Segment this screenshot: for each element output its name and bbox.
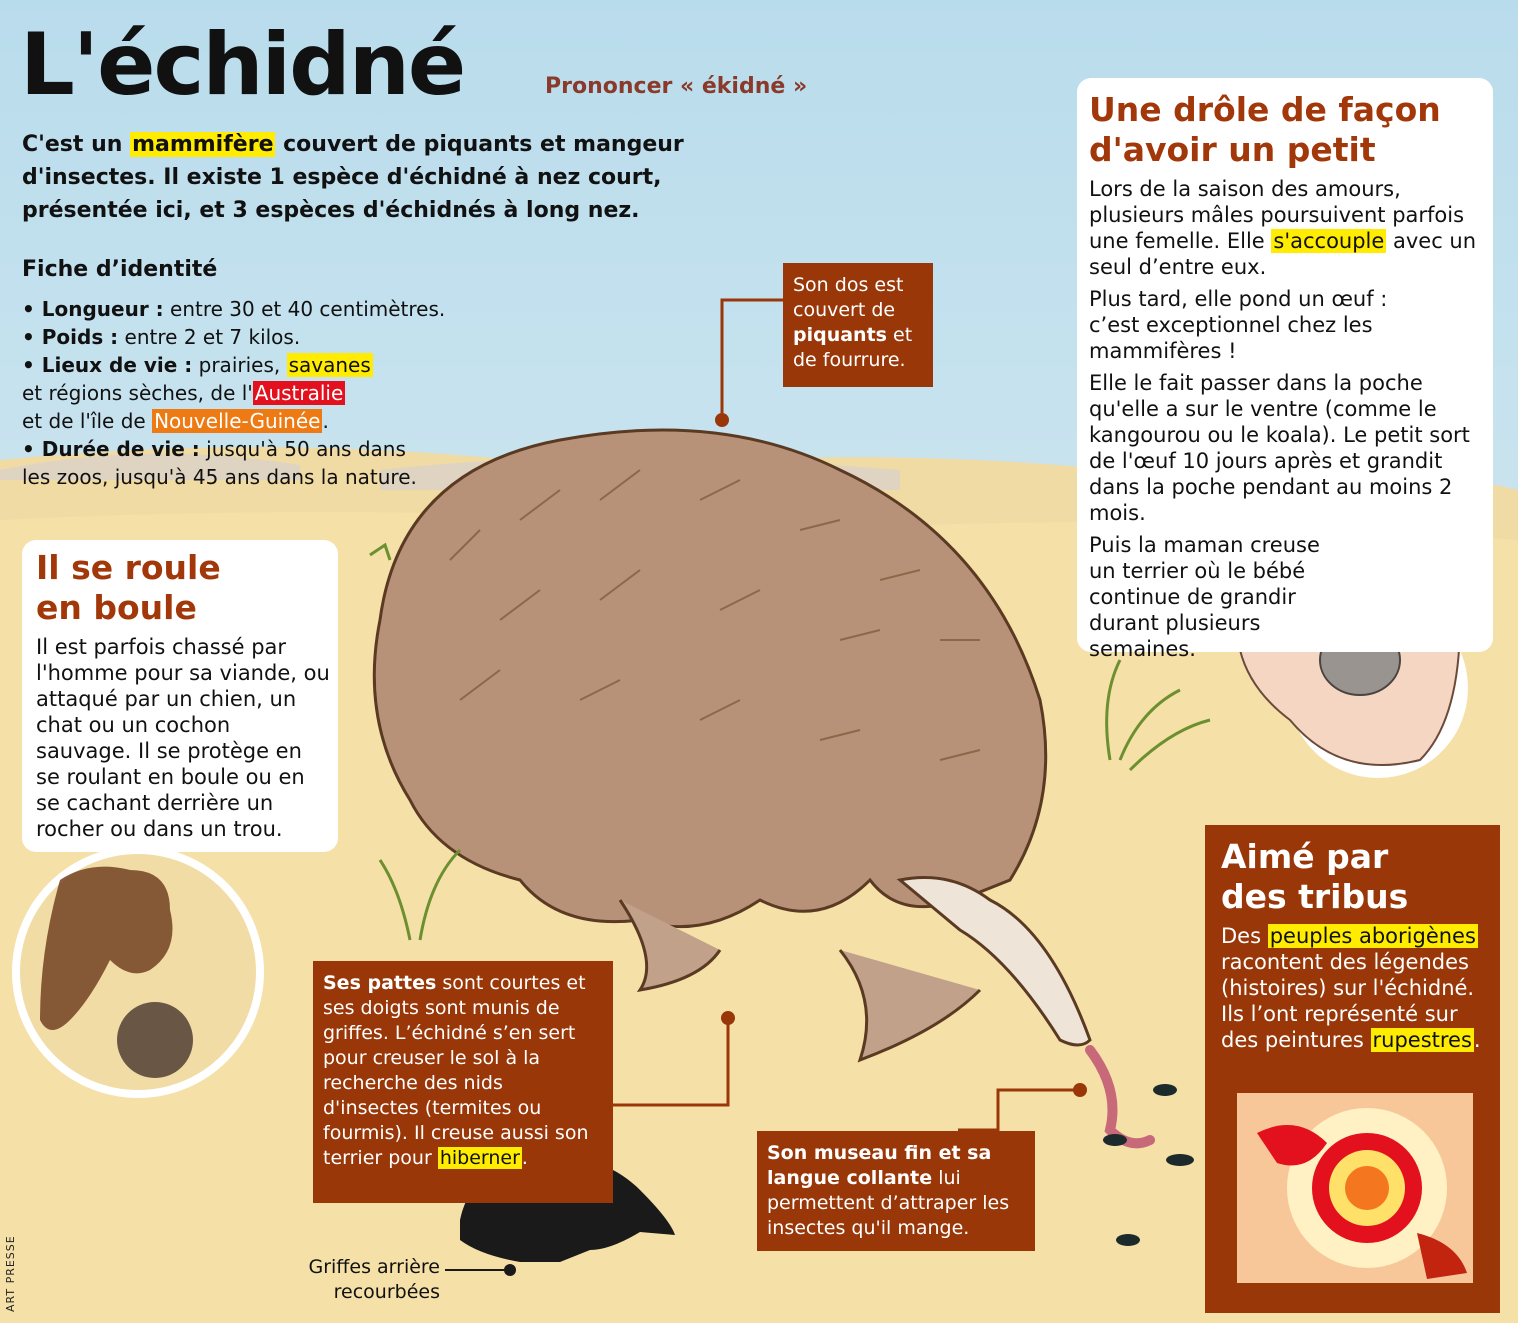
fiche-lieux-value-1: prairies, [192,353,287,377]
roule-box [22,540,338,852]
tribus-box [1205,825,1500,1313]
fiche-poids-label: • Poids : [22,325,119,349]
petit-p1-end: avec un seul d’entre eux. [1089,229,1477,279]
museau-text: lui permettent d’attraper les insectes qu'il mange. [767,1167,1010,1239]
dos-text-end: et de fourrure. [793,324,913,371]
highlight-peuples-aborigenes: peuples aborigènes [1269,924,1476,948]
tribus-text-mid: racontent des légendes (histoires) sur l'échidné. Ils l’ont représenté sur des peintures [1221,950,1475,1052]
petit-box [1077,78,1493,661]
tribus-text-start: Des [1221,924,1268,948]
fiche-duree-label: • Durée de vie : [22,437,200,461]
dos-text-bold: piquants [793,324,887,346]
fiche-longueur-label: • Longueur : [22,297,164,321]
intro-text-end: couvert de piquants et mangeur d'insectes. Il existe 1 espèce d'échidné à nez court, présentée ici, et 3 espèces d'échidnés à long nez. [22,132,684,223]
highlight-nouvelle-guinee: Nouvelle-Guinée [154,409,321,433]
pattes-label [313,961,613,1203]
fiche-duree-value: jusqu'à 50 ans dans [199,437,406,461]
fiche-duree [22,435,492,491]
fiche-lieux [22,351,492,435]
fiche-heading: Fiche d’identité [22,257,218,282]
museau-label [757,1131,1035,1251]
fiche-lieux-value-3: et de l'île de [22,409,153,433]
aboriginal-painting-illustration [1237,1093,1473,1283]
pattes-text-end: . [521,1147,528,1169]
petit-paragraph-2: Plus tard, elle pond un œuf : c’est exceptionnel chez les mammifères ! [1089,287,1388,363]
petit-title-line-1: Une drôle de façon [1089,90,1441,129]
pattes-text-bold: Ses pattes [323,972,437,994]
intro-paragraph [22,128,782,227]
petit-title [1089,90,1441,170]
highlight-mammifere: mammifère [132,132,274,157]
highlight-savanes: savanes [288,353,371,377]
fiche-lieux-value-2: et régions sèches, de l' [22,381,253,405]
fiche-duree-value-2: les zoos, jusqu'à 45 ans dans la nature. [22,465,417,489]
fiche-longueur [22,295,492,323]
highlight-australie: Australie [254,381,344,405]
fiche-poids [22,323,492,351]
fiche-identite [22,295,492,491]
roule-text: Il est parfois chassé par l'homme pour sa viande, ou attaqué par un chien, un chat ou un cochon sauvage. Il se protège en se roulant en boule ou en se cachant derrière un rocher ou dans un trou. [36,635,330,841]
griffes-line-1: Griffes arrière [308,1256,440,1278]
petit-paragraph-3: Elle le fait passer dans la poche qu'elle a sur le ventre (comme le kangourou ou le koala). Le petit sort de l'œuf 10 jours après et grandit dans la poche pendant au moins 2 mois. [1089,371,1470,525]
dog-in-circle-illustration [16,850,260,1094]
highlight-hiberner: hiberner [439,1147,520,1169]
credit: ART PRESSE [4,1235,17,1312]
fiche-lieux-value-4: . [322,409,329,433]
petit-paragraph-4: Puis la maman creuse un terrier où le bébé continue de grandir durant plusieurs semaines. [1089,533,1320,661]
roule-title [36,548,221,628]
petit-p1-start: Lors de la saison des amours, plusieurs mâles poursuivent parfois une femelle. Elle [1089,177,1465,253]
petit-title-line-2: d'avoir un petit [1089,130,1376,169]
highlight-saccouple: s'accouple [1273,229,1385,253]
roule-title-line-2: en boule [36,588,197,627]
tribus-text-end: . [1473,1028,1481,1052]
pattes-text: sont courtes et ses doigts sont munis de griffes. L’échidné s’en sert pour creuser le sol à la recherche des nids d'insectes (termites ou fourmis). Il creuse aussi son terrier pour [323,972,589,1169]
dos-label [783,263,933,387]
highlight-rupestres: rupestres [1372,1028,1472,1052]
museau-text-bold: Son museau fin et sa langue collante [767,1142,992,1189]
petit-text [1089,176,1489,662]
griffes-label [290,1255,440,1305]
page-title: L'échidné [20,15,465,115]
dos-text-start: Son dos est couvert de [793,274,904,321]
tribus-title-line-2: des tribus [1221,877,1409,916]
petit-paragraph-1 [1089,176,1489,280]
tribus-text [1221,923,1496,1053]
tribus-title-line-1: Aimé par [1221,837,1389,876]
tribus-title [1221,837,1408,917]
fiche-lieux-label: • Lieux de vie : [22,353,193,377]
pronunciation-note: Prononcer « ékidné » [545,74,808,99]
intro-text-start: C'est un [22,132,131,157]
fiche-longueur-value: entre 30 et 40 centimètres. [163,297,446,321]
griffes-line-2: recourbées [333,1281,440,1303]
fiche-poids-value: entre 2 et 7 kilos. [118,325,301,349]
roule-title-line-1: Il se roule [36,548,221,587]
